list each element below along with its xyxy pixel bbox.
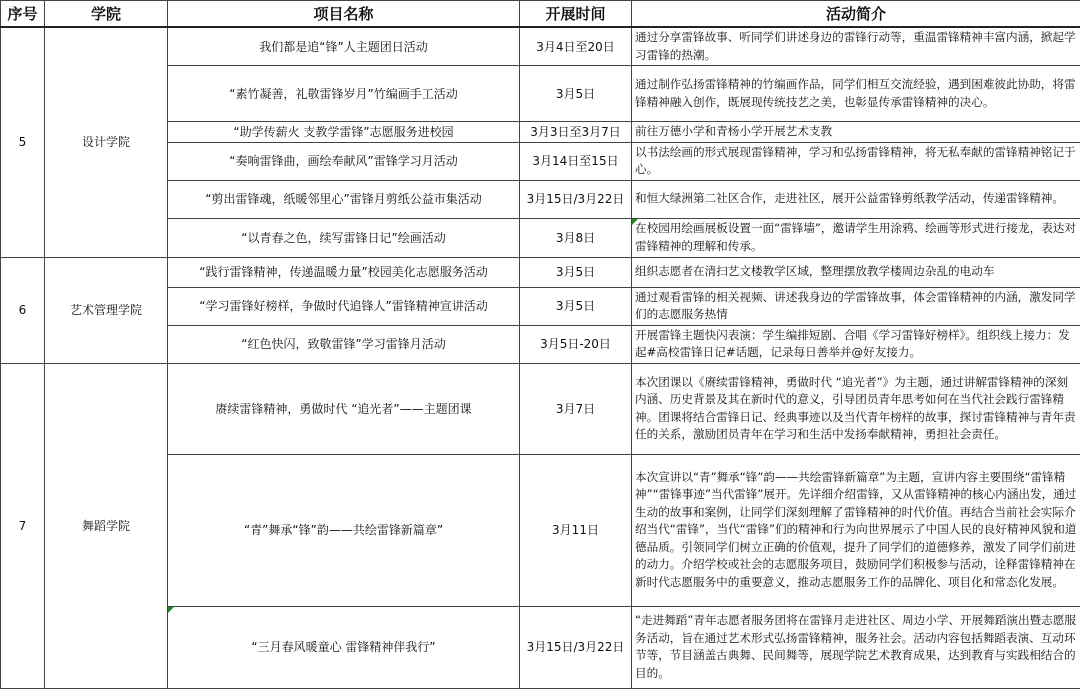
table-row xyxy=(1,363,1080,454)
header-intro: 活动简介 xyxy=(632,1,1080,28)
activity-time: 3月3日至3月7日 xyxy=(520,122,632,143)
college-name: 艺术管理学院 xyxy=(45,257,168,363)
header-row xyxy=(1,1,1080,28)
group-number: 5 xyxy=(1,27,45,257)
activity-desc: 本次团课以《赓续雷锋精神，勇做时代 “追光者”》为主题，通过讲解雷锋精神的深刻内涵、历史背景及其在新时代的意义，引导团员青年思考如何在当代社会践行雷锋精神。团课将结合雷锋日记、经典事迹以及当代青年榜样的故事，探讨雷锋精神与青年责任的关系，激励团员青年在学习和生活中发扬奉献精神，勇担社会责任。 xyxy=(632,363,1080,454)
activity-time: 3月4日至20日 xyxy=(520,27,632,66)
activity-desc: “走进舞蹈”青年志愿者服务团将在雷锋月走进社区、周边小学、开展舞蹈演出暨志愿服务活动，旨在通过艺术形式弘扬雷锋精神，服务社会。活动内容包括舞蹈表演、互动环节等，节目涵盖古典舞、民间舞等，展现学院艺术教育成果，达到教育与实践相结合的目的。 xyxy=(632,606,1080,688)
project-name: “学习雷锋好榜样，争做时代追锋人”雷锋精神宣讲活动 xyxy=(168,287,520,325)
header-time: 开展时间 xyxy=(520,1,632,28)
activity-time: 3月15日/3月22日 xyxy=(520,606,632,688)
activity-time: 3月5日 xyxy=(520,66,632,122)
table-row xyxy=(1,257,1080,287)
project-name: “奏响雷锋曲，画绘奉献风”雷锋学习月活动 xyxy=(168,142,520,180)
activity-time: 3月11日 xyxy=(520,454,632,606)
activity-desc: 通过制作弘扬雷锋精神的竹编画作品，同学们相互交流经验，遇到困难彼此协助，将雷锋精神融入创作，既展现传统技艺之美，也彰显传承雷锋精神的决心。 xyxy=(632,66,1080,122)
project-name: “践行雷锋精神，传递温暖力量”校园美化志愿服务活动 xyxy=(168,257,520,287)
activity-time: 3月14日至15日 xyxy=(520,142,632,180)
activity-desc: 通过观看雷锋的相关视频、讲述我身边的学雷锋故事，体会雷锋精神的内涵，激发同学们的志愿服务热情 xyxy=(632,287,1080,325)
activity-desc: 和恒大绿洲第二社区合作，走进社区，展开公益雷锋剪纸教学活动，传递雷锋精神。 xyxy=(632,180,1080,218)
project-name: 赓续雷锋精神，勇做时代 “追光者”——主题团课 xyxy=(168,363,520,454)
college-name: 设计学院 xyxy=(45,27,168,257)
project-name: “剪出雷锋魂，纸暖邻里心”雷锋月剪纸公益市集活动 xyxy=(168,180,520,218)
activity-desc: 以书法绘画的形式展现雷锋精神，学习和弘扬雷锋精神，将无私奉献的雷锋精神铭记于心。 xyxy=(632,142,1080,180)
project-name: “青”舞承“锋”韵——共绘雷锋新篇章” xyxy=(168,454,520,606)
group-number: 7 xyxy=(1,363,45,688)
activity-desc: 组织志愿者在清扫艺文楼教学区域，整理摆放教学楼周边杂乱的电动车 xyxy=(632,257,1080,287)
activity-desc: 通过分享雷锋故事、听同学们讲述身边的雷锋行动等，重温雷锋精神丰富内涵，掀起学习雷锋的热潮。 xyxy=(632,27,1080,66)
project-name: “素竹凝善，礼敬雷锋岁月”竹编画手工活动 xyxy=(168,66,520,122)
college-name: 舞蹈学院 xyxy=(45,363,168,688)
project-name: “助学传薪火 支教学雷锋”志愿服务进校园 xyxy=(168,122,520,143)
project-name: 我们都是追“锋”人主题团日活动 xyxy=(168,27,520,66)
header-no: 序号 xyxy=(1,1,45,28)
activity-time: 3月5日 xyxy=(520,287,632,325)
activity-desc: 在校园用绘画展板设置一面“雷锋墙”，邀请学生用涂鸦、绘画等形式进行接龙，表达对雷锋精神的理解和传承。 xyxy=(632,218,1080,257)
group-number: 6 xyxy=(1,257,45,363)
activity-time: 3月8日 xyxy=(520,218,632,257)
header-project: 项目名称 xyxy=(168,1,520,28)
activity-desc: 本次宣讲以“青”舞承“锋”韵——共绘雷锋新篇章”为主题，宣讲内容主要围绕“雷锋精神”“雷锋事迹”当代雷锋”展开。先详细介绍雷锋，又从雷锋精神的核心内涵出发，通过生动的故事和案例，让同学们深刻理解了雷锋精神的时代价值。再结合当前社会实际介绍当代“雷锋”，当代“雷锋”们的精神和行为向世界展示了中国人民的良好精神风貌和道德品质。引领同学们树立正确的价值观，提升了同学们的道德修养，激发了同学们前进的动力。介绍学校或社会的志愿服务项目，鼓励同学们积极参与活动，诠释雷锋精神在新时代志愿服务中的重要意义，推动志愿服务工作的品牌化、项目化和常态化发展。 xyxy=(632,454,1080,606)
activity-time: 3月15日/3月22日 xyxy=(520,180,632,218)
activity-desc: 前往万德小学和青杨小学开展艺术支教 xyxy=(632,122,1080,143)
project-name: “红色快闪，致敬雷锋”学习雷锋月活动 xyxy=(168,325,520,363)
activity-time: 3月5日 xyxy=(520,257,632,287)
project-name: “以青春之色，续写雷锋日记”绘画活动 xyxy=(168,218,520,257)
activity-time: 3月7日 xyxy=(520,363,632,454)
activity-desc: 开展雷锋主题快闪表演：学生编排短剧、合唱《学习雷锋好榜样》。组织线上接力：发起#高校雷锋日记#话题，记录每日善举并@好友接力。 xyxy=(632,325,1080,363)
activity-time: 3月5日-20日 xyxy=(520,325,632,363)
project-name: “三月春风暖童心 雷锋精神伴我行” xyxy=(168,606,520,688)
table-row xyxy=(1,27,1080,66)
header-college: 学院 xyxy=(45,1,168,28)
